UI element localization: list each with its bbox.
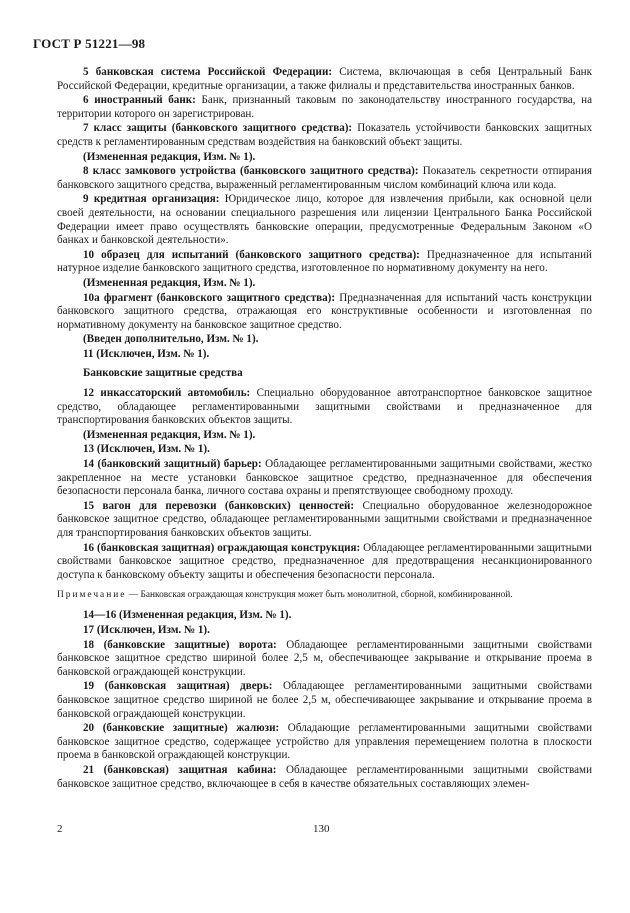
note-label: Примечание [57,590,127,601]
definition-text: Предназначенное для испытаний натурное изделие банковского защитного средства, изготовленное по нормативному документу на него. [57,248,592,275]
definition-text: — Банковская ограждающая конструкция может быть монолитной, сборной, комбинированной. [126,590,513,601]
amendment-note [57,429,592,443]
note-paragraph [57,589,592,602]
term-label: (Измененная редакция, Изм. № 1). [83,428,256,441]
term-label: 9 кредитная организация: [83,193,220,206]
definition-paragraph [57,764,592,791]
definition-text: Система, включающая в себя Центральный Банк Российской Федерации, кредитные организации, а также филиалы и представительства иностранных банков. [57,66,592,92]
definition-text: Обладающее регламентированными защитными свойствами банковское защитное средство, включающее в себя в качестве обязательных составляющих элемен- [57,763,593,790]
term-label: 7 класс защиты (банковского защитного средства): [83,122,353,135]
term-label: (Введен дополнительно, Изм. № 1). [83,333,259,346]
term-label: 16 (банковская защитная) ограждающая конструкция: [83,541,361,554]
term-label: (Измененная редакция, Изм. № 1). [83,150,256,163]
term-label: 10а фрагмент (банковского защитного средства): [83,291,336,304]
term-label: 6 иностранный банк: [83,94,196,107]
term-label: 20 (банковские защитные) жалюзи: [83,722,280,735]
definition-text: Специально оборудованное железнодорожное банковское защитное средство, обладающее регламентированными защитными свойствами и предназначенное для транспортирования банковских объектов защиты. [57,499,593,539]
section-heading [57,367,592,381]
definition-text: Обладающее регламентированными защитными свойствами банковское защитное средство шириной не более 2,5 м, обеспечивающее закрывание и открывание проема в банковской ограждающей конструкции. [57,680,593,720]
term-label: 12 инкассаторский автомобиль: [83,387,251,400]
term-label: 10 образец для испытаний (банковского защитного средства): [83,248,420,261]
term-label: 18 (банковские защитные) ворота: [83,638,277,651]
definition-paragraph [57,292,592,333]
term-label: Банковские защитные средства [83,367,243,380]
amendment-note [57,609,592,623]
term-label: 11 (Исключен, Изм. № 1). [83,347,210,360]
term-label: 17 (Исключен, Изм. № 1). [83,623,210,636]
definition-paragraph [57,249,592,276]
definition-text: Обладающее регламентированными защитными свойствами, жестко закрепленное на месте установки банковское защитное средство, предназначенное для обеспечения безопасности персонала банка, личного состава охраны и препятствующее свободному проходу. [57,458,592,498]
amendment-note [57,277,592,291]
definition-paragraph [57,122,592,149]
definition-paragraph [57,542,592,583]
amendment-note [57,624,592,638]
definition-text: Юридическое лицо, которое для извлечения прибыли, как основной цели своей деятельности, на основании специального разрешения или лицензии Центрального Банка Российской Федерации имеет право осуществлять банковские операции, предусмотренные Федеральным Законом «О банках и банковской деятельности». [57,193,592,247]
page-number: 130 [313,823,330,835]
definition-paragraph [57,680,592,721]
definition-paragraph [57,387,592,428]
definition-text: Специально оборудованное автотранспортное банковское защитное средство, обладающее регламентированными защитными свойствами и предназначенное для транспортирования банковских объектов защиты. [57,387,592,427]
definition-text: Обладающее регламентированными защитными свойствами банковское защитное средство, предназначенное для предотвращения несанкционированного доступа к банковскому объекту защиты и обеспечения безопасности персонала. [57,541,592,581]
term-label: 15 вагон для перевозки (банковских) ценностей: [83,499,355,512]
document-header: ГОСТ Р 51221—98 [33,36,146,51]
term-label: 8 класс замкового устройства (банковского защитного средства): [83,165,419,178]
term-label: 14—16 (Измененная редакция, Изм. № 1). [83,609,292,622]
definition-text: Банк, признанный таковым по законодательству иностранного государства, на территории которого он зарегистрирован. [57,94,593,120]
amendment-note [57,151,592,165]
term-label: (Измененная редакция, Изм. № 1). [83,276,256,289]
definition-paragraph [57,722,592,763]
term-label: 14 (банковский защитный) барьер: [83,458,262,471]
amendment-note [57,443,592,457]
footer-left-number: 2 [57,823,63,835]
definition-paragraph [57,66,592,93]
term-label: 13 (Исключен, Изм. № 1). [83,443,210,456]
definition-paragraph [57,639,592,680]
definition-text: Показатель устойчивости банковских защитных средств к регламентированным средствам воздействия на банковский объект защиты. [57,122,592,148]
definition-paragraph [57,193,592,247]
amendment-note [57,333,592,347]
amendment-note [57,348,592,362]
definition-paragraph [57,458,592,499]
term-label: 5 банковская система Российской Федерации: [83,66,333,78]
document-body [57,66,592,792]
definition-text: Показатель секретности отпирания банковского защитного средства, выраженный регламентированным числом комбинаций ключа или кода. [57,165,592,191]
term-label: 19 (банковская защитная) дверь: [83,680,273,693]
term-label: 21 (банковская) защитная кабина: [83,763,277,776]
definition-text: Обладающие регламентированными защитными свойствами банковское защитное средство, содержащее устройство для управления перемещением полотна в плоскости проема в банковской ограждающей конструкции. [57,722,593,762]
definition-text: Обладающее регламентированными защитными свойствами банковское защитное средство шириной более 2,5 м, обеспечивающее закрывание и открывание проема в банковской ограждающей конструкции. [57,638,592,678]
definition-paragraph [57,165,592,192]
definition-paragraph [57,94,592,121]
definition-paragraph [57,500,592,541]
definition-text: Предназначенная для испытаний часть конструкции банковского защитного средства, отражающая его конструктивные особенности и изготовленная по нормативному документу на банковское защитное средство. [57,291,592,331]
